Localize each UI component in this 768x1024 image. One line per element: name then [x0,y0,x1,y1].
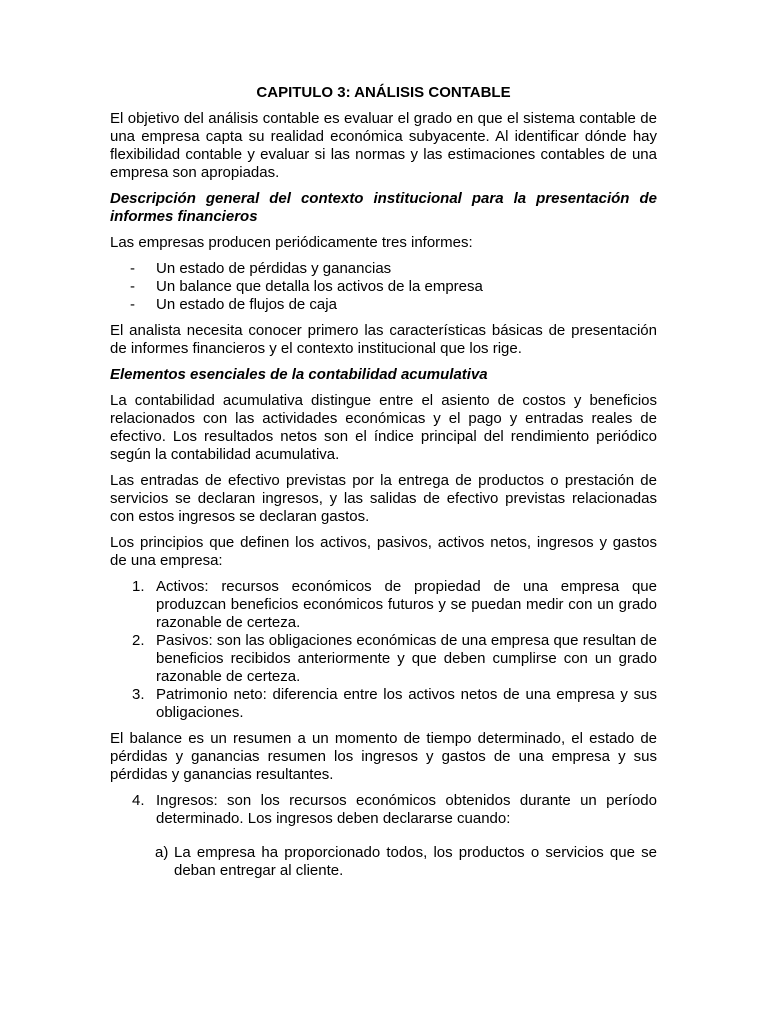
list-item-text: Un balance que detalla los activos de la empresa [156,278,483,295]
list-marker: - [130,278,135,295]
list-item [110,278,657,296]
list-item [110,792,657,828]
list-item-text: Ingresos: son los recursos económicos obtenidos durante un período determinado. Los ingresos deben declararse cuando: [156,792,657,827]
list-item-text: Activos: recursos económicos de propiedad de una empresa que produzcan beneficios económicos futuros y se puedan medir con un grado razonable de certeza. [156,578,657,631]
list-marker: 3. [132,686,145,703]
list-marker: 1. [132,578,145,595]
sub-list-marker: a) [155,844,169,861]
sub-list-item-text: La empresa ha proporcionado todos, los productos o servicios que se deban entregar al cliente. [174,844,657,879]
list-item [110,686,657,722]
definitions-list [110,578,657,722]
page-title: CAPITULO 3: ANÁLISIS CONTABLE [256,84,511,101]
list-item [110,632,657,686]
definitions-list-continued [110,792,657,828]
cash-paragraph: Las entradas de efectivo previstas por la entrega de productos o prestación de servicios se declaran ingresos, y las salidas de efectivo previstas relacionadas con estos ingresos se declaran gastos. [110,472,657,525]
section-heading-context: Descripción general del contexto institucional para la presentación de informes financieros [110,190,657,225]
list-item-text: Un estado de pérdidas y ganancias [156,260,392,277]
list-item-text: Un estado de flujos de caja [156,296,337,313]
accrual-paragraph: La contabilidad acumulativa distingue entre el asiento de costos y beneficios relacionados con las actividades económicas y el pago y entradas reales de efectivo. Los resultados netos son el índice principal del rendimiento periódico según la contabilidad acumulativa. [110,392,657,463]
list-marker: - [130,260,135,277]
list-item [110,296,657,314]
list-marker: - [130,296,135,313]
analyst-paragraph: El analista necesita conocer primero las características básicas de presentación de informes financieros y el contexto institucional que los rige. [110,322,657,357]
section-heading-accrual: Elementos esenciales de la contabilidad acumulativa [110,366,488,383]
list-item-text: Pasivos: son las obligaciones económicas de una empresa que resultan de beneficios recibidos anteriormente y que deben cumplirse con un grado razonable de certeza. [156,632,657,685]
intro-paragraph: El objetivo del análisis contable es evaluar el grado en que el sistema contable de una empresa capta su realidad económica subyacente. Al identificar dónde hay flexibilidad contable y evaluar si las normas y las estimaciones contables de una empresa son apropiadas. [110,110,657,181]
list-marker: 2. [132,632,145,649]
list-item [110,578,657,632]
document-page [110,84,657,880]
principles-paragraph: Los principios que definen los activos, pasivos, activos netos, ingresos y gastos de una empresa: [110,534,657,569]
list-item [110,260,657,278]
list-item-text: Patrimonio neto: diferencia entre los activos netos de una empresa y sus obligaciones. [156,686,657,721]
balance-paragraph: El balance es un resumen a un momento de tiempo determinado, el estado de pérdidas y ganancias resumen los ingresos y gastos de una empresa y sus pérdidas y ganancias resultantes. [110,730,657,783]
reports-list [110,260,657,314]
sub-list-item [110,844,657,880]
reports-intro-paragraph: Las empresas producen periódicamente tres informes: [110,234,473,251]
list-marker: 4. [132,792,145,809]
